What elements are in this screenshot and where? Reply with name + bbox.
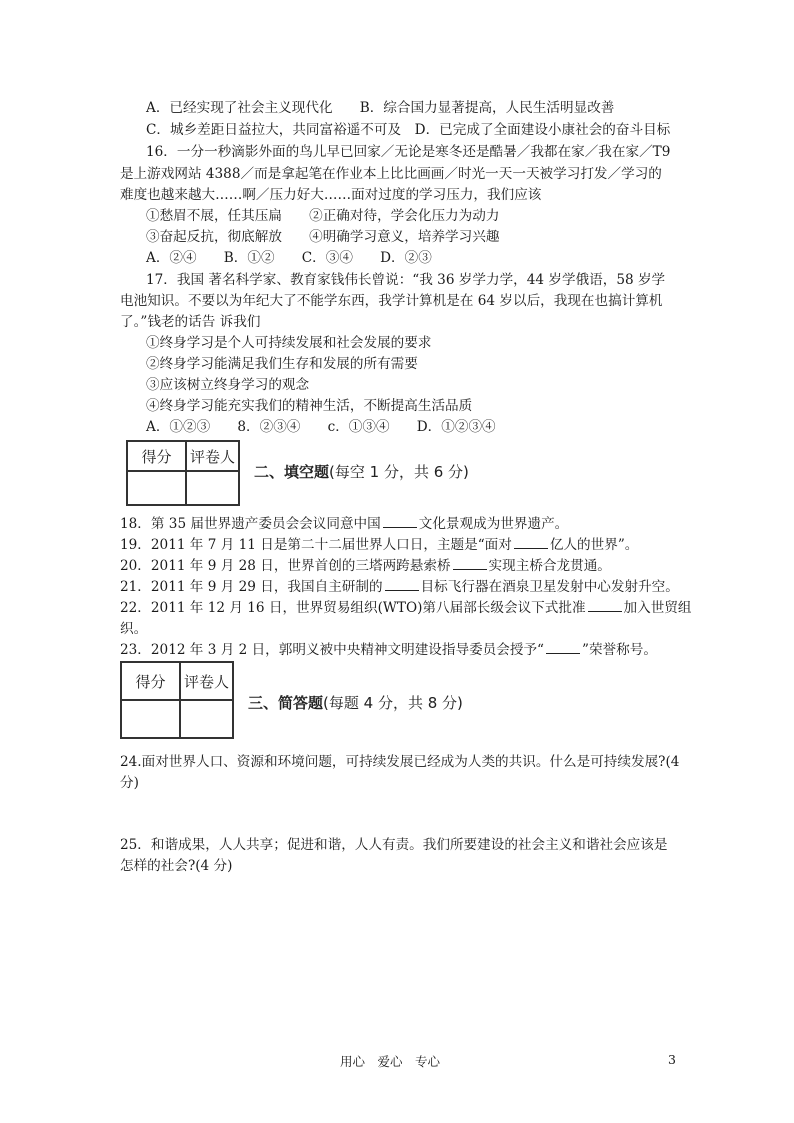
score-box-section-3 bbox=[120, 661, 234, 739]
section-2-heading bbox=[254, 461, 469, 482]
score-header: 得分 bbox=[127, 441, 186, 471]
score-header: 得分 bbox=[121, 662, 180, 700]
option-line-ab: A．已经实现了社会主义现代化 B．综合国力显著提高，人民生活明显改善 bbox=[146, 100, 615, 116]
question-24-line-2: 分) bbox=[120, 775, 139, 791]
score-cell bbox=[127, 471, 186, 505]
score-box-section-2 bbox=[126, 440, 240, 506]
section-2-note: (每空 1 分，共 6 分) bbox=[329, 463, 469, 481]
grader-cell bbox=[180, 700, 233, 738]
question-20: 20．2011 年 9 月 28 日，世界首创的三塔两跨悬索桥 实现主桥合龙贯通。 bbox=[120, 558, 611, 574]
option-line-cd: C．城乡差距日益拉大，共同富裕遥不可及 D．已完成了全面建设小康社会的奋斗目标 bbox=[146, 122, 671, 138]
question-17-line-3: 了。”钱老的话告 诉我们 bbox=[120, 314, 261, 330]
question-22-continued: 织。 bbox=[120, 621, 148, 637]
question-25-line-1: 25．和谐成果，人人共享；促进和谐，人人有责。我们所要建设的社会主义和谐社会应该是 bbox=[120, 837, 668, 853]
question-22: 22．2011 年 12 月 16 日，世界贸易组织(WTO)第八届部长级会议下式批准 加入世贸组 bbox=[120, 600, 692, 616]
question-25-line-2: 怎样的社会?(4 分) bbox=[120, 858, 233, 874]
grader-cell bbox=[186, 471, 239, 505]
question-16-options: A．②④ B．①② C．③④ D．②③ bbox=[146, 250, 432, 266]
question-16-line-3: 难度也越来越大……啊／压力好大……面对过度的学习压力，我们应该 bbox=[120, 187, 542, 203]
answer-blank[interactable] bbox=[546, 640, 580, 654]
grader-header: 评卷人 bbox=[186, 441, 239, 471]
answer-blank[interactable] bbox=[385, 577, 419, 591]
question-17-choice-3: ③应该树立终身学习的观念 bbox=[146, 377, 310, 393]
question-17-choice-2: ②终身学习能满足我们生存和发展的所有需要 bbox=[146, 356, 418, 372]
section-3-heading bbox=[248, 692, 463, 713]
answer-blank[interactable] bbox=[588, 598, 622, 612]
question-18: 18．第 35 届世界遗产委员会会议同意中国 文化景观成为世界遗产。 bbox=[120, 516, 569, 532]
section-3-title: 三、简答题 bbox=[248, 694, 324, 712]
question-17-line-2: 电池知识。不要以为年纪大了不能学东西，我学计算机是在 64 岁以后，我现在也搞计算机 bbox=[120, 293, 663, 309]
question-17-line-1: 17．我国 著名科学家、教育家钱伟长曾说：“我 36 岁学力学，44 岁学俄语，58 岁学 bbox=[146, 272, 666, 288]
score-cell bbox=[121, 700, 180, 738]
question-16-line-2: 是上游戏网站 4388／而是拿起笔在作业本上比比画画／时光一天一天被学习打发／学习的 bbox=[120, 166, 662, 182]
page-number: 3 bbox=[668, 1052, 676, 1067]
question-16-line-1: 16．一分一秒滴影外面的鸟儿早已回家／无论是寒冬还是酷暑／我都在家／我在家／T9 bbox=[146, 144, 671, 160]
question-17-options: A．①②③ 8．②③④ c．①③④ D．①②③④ bbox=[146, 419, 496, 435]
question-17-choice-4: ④终身学习能充实我们的精神生活，不断提高生活品质 bbox=[146, 398, 473, 414]
question-17-choice-1: ①终身学习是个人可持续发展和社会发展的要求 bbox=[146, 335, 432, 351]
grader-header: 评卷人 bbox=[180, 662, 233, 700]
question-24-line-1: 24.面对世界人口、资源和环境问题，可持续发展已经成为人类的共识。什么是可持续发展?(4 bbox=[120, 754, 680, 770]
section-2-title: 二、填空题 bbox=[254, 463, 330, 481]
footer-motto: 用心 爱心 专心 bbox=[340, 1054, 441, 1069]
question-23: 23．2012 年 3 月 2 日，郭明义被中央精神文明建设指导委员会授予“ ”荣誉称号。 bbox=[120, 642, 657, 658]
answer-blank[interactable] bbox=[383, 514, 417, 528]
answer-blank[interactable] bbox=[514, 535, 548, 549]
question-21: 21．2011 年 9 月 29 日，我国自主研制的 目标飞行器在酒泉卫星发射中心发射升空。 bbox=[120, 579, 679, 595]
question-16-choice-1-2: ①愁眉不展，任其压扁 ②正确对待，学会化压力为动力 bbox=[146, 208, 500, 224]
question-16-choice-3-4: ③奋起反抗，彻底解放 ④明确学习意义，培养学习兴趣 bbox=[146, 229, 500, 245]
question-19: 19．2011 年 7 月 11 日是第二十二届世界人口日，主题是“面对 亿人的世界”。 bbox=[120, 537, 639, 553]
answer-blank[interactable] bbox=[453, 556, 487, 570]
section-3-note: (每题 4 分，共 8 分) bbox=[323, 694, 463, 712]
